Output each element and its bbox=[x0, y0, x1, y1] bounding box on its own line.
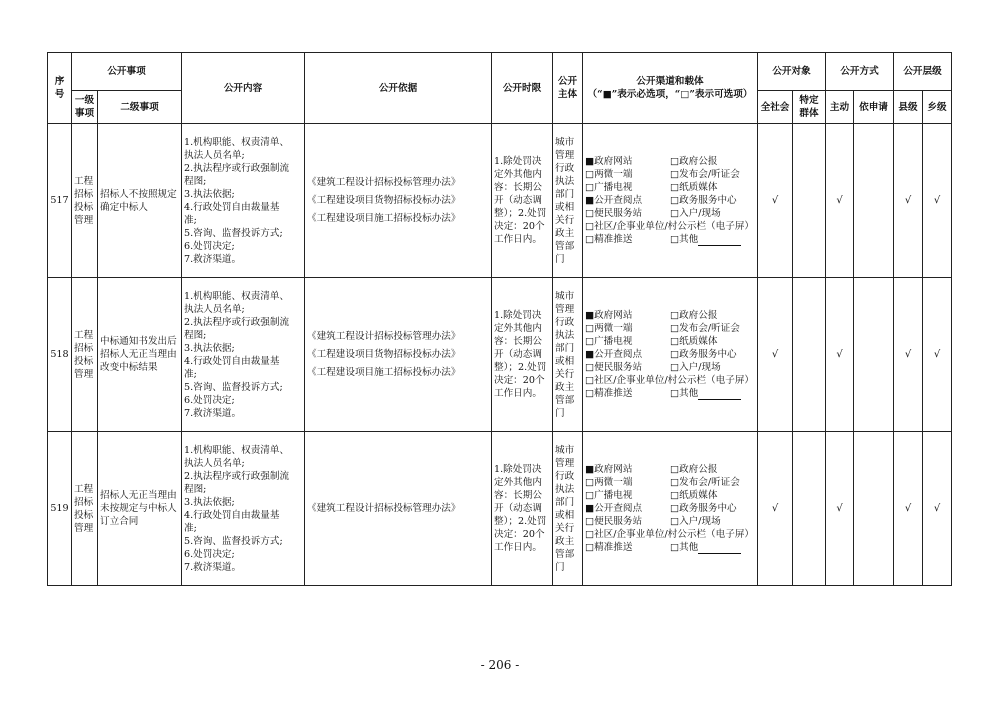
disclosure-content-line: 5.咨询、监督投诉方式; bbox=[184, 535, 283, 547]
header-target: 公开对象 bbox=[758, 53, 826, 91]
disclosure-content-line: 准; bbox=[184, 214, 197, 226]
mode-request-mark bbox=[854, 278, 894, 432]
table-row bbox=[48, 124, 952, 278]
other-blank-line bbox=[698, 389, 741, 400]
disclosure-channels bbox=[583, 432, 758, 586]
disclosure-content-line: 6.处罚决定; bbox=[184, 394, 235, 406]
channel-option: □社区/企事业单位/村公示栏（电子屏） bbox=[585, 221, 755, 232]
disclosure-content-line: 3.执法依据; bbox=[184, 342, 235, 354]
channel-option: ■政府网站 bbox=[585, 310, 633, 321]
channel-option: □广播电视 bbox=[585, 182, 633, 193]
row-number: 518 bbox=[48, 278, 72, 432]
disclosure-basis-line: 《建筑工程设计招标投标管理办法》 bbox=[307, 177, 461, 188]
target-group-mark bbox=[793, 432, 826, 586]
header-level-town: 乡级 bbox=[923, 91, 952, 124]
disclosure-content-line: 7.救济渠道。 bbox=[184, 253, 242, 265]
target-group-mark bbox=[793, 124, 826, 278]
header-channel-note: （“■”表示必选项，“□”表示可选项） bbox=[587, 89, 753, 100]
channel-option: □其他 bbox=[670, 233, 755, 246]
header-content: 公开内容 bbox=[182, 53, 305, 124]
disclosure-content-line: 程图; bbox=[184, 329, 207, 341]
disclosure-basis bbox=[305, 278, 492, 432]
disclosure-basis-line: 《工程建设项目施工招标投标办法》 bbox=[307, 213, 461, 224]
channel-option: □社区/企事业单位/村公示栏（电子屏） bbox=[585, 375, 755, 386]
disclosure-content-line: 准; bbox=[184, 368, 197, 380]
channel-option: □纸质媒体 bbox=[670, 182, 718, 193]
level1-matter: 工程招标投标管理 bbox=[72, 278, 98, 432]
channel-option: □便民服务站 bbox=[585, 208, 643, 219]
channel-option: □精准推送 bbox=[585, 542, 633, 553]
channel-option: □精准推送 bbox=[585, 388, 633, 399]
header-channel-title: 公开渠道和载体 bbox=[636, 76, 704, 87]
table-row bbox=[48, 278, 952, 432]
channel-option: □两微一端 bbox=[585, 477, 633, 488]
header-target-all: 全社会 bbox=[758, 91, 793, 124]
channel-option: □发布会/听证会 bbox=[670, 169, 740, 180]
channel-option: □其他 bbox=[670, 541, 755, 554]
header-target-group: 特定群体 bbox=[793, 91, 826, 124]
header-level-county: 县级 bbox=[894, 91, 923, 124]
level1-matter: 工程招标投标管理 bbox=[72, 124, 98, 278]
disclosure-content-line: 5.咨询、监督投诉方式; bbox=[184, 381, 283, 393]
disclosure-basis-line: 《建筑工程设计招标投标管理办法》 bbox=[307, 503, 461, 514]
level2-matter: 招标人不按照规定确定中标人 bbox=[98, 124, 182, 278]
target-all-mark: √ bbox=[758, 278, 793, 432]
disclosure-basis bbox=[305, 432, 492, 586]
disclosure-content-line: 6.处罚决定; bbox=[184, 548, 235, 560]
header-level1: 一级事项 bbox=[72, 91, 98, 124]
channel-option: □入户/现场 bbox=[670, 516, 721, 527]
page-number: - 206 - bbox=[480, 658, 520, 672]
disclosure-time: 1.除处罚决定外其他内容：长期公开（动态调整）；2.处罚决定：20个工作日内。 bbox=[492, 278, 553, 432]
disclosure-time: 1.除处罚决定外其他内容：长期公开（动态调整）；2.处罚决定：20个工作日内。 bbox=[492, 432, 553, 586]
level-town-mark: √ bbox=[923, 124, 952, 278]
channel-option: □发布会/听证会 bbox=[670, 323, 740, 334]
disclosure-content-line: 4.行政处罚自由裁量基 bbox=[184, 201, 280, 213]
disclosure-content-line: 1.机构职能、权责清单、 bbox=[184, 136, 290, 148]
channel-option: □广播电视 bbox=[585, 490, 633, 501]
disclosure-subject: 城市管理行政执法部门或相关行政主管部门 bbox=[553, 432, 583, 586]
disclosure-content-line: 1.机构职能、权责清单、 bbox=[184, 444, 290, 456]
channel-option: □便民服务站 bbox=[585, 516, 643, 527]
channel-option: ■公开查阅点 bbox=[585, 349, 643, 360]
disclosure-content-line: 执法人员名单; bbox=[184, 149, 245, 161]
disclosure-content-line: 7.救济渠道。 bbox=[184, 407, 242, 419]
disclosure-content-line: 5.咨询、监督投诉方式; bbox=[184, 227, 283, 239]
header-mode-request: 依申请 bbox=[854, 91, 894, 124]
channel-option: ■政府网站 bbox=[585, 464, 633, 475]
disclosure-basis-line: 《工程建设项目货物招标投标办法》 bbox=[307, 349, 461, 360]
channel-option: ■政府网站 bbox=[585, 156, 633, 167]
disclosure-content-line: 执法人员名单; bbox=[184, 457, 245, 469]
disclosure-content-line: 4.行政处罚自由裁量基 bbox=[184, 509, 280, 521]
level-county-mark: √ bbox=[894, 278, 923, 432]
channel-option: □政务服务中心 bbox=[670, 503, 737, 514]
level-town-mark: √ bbox=[923, 432, 952, 586]
row-number: 519 bbox=[48, 432, 72, 586]
disclosure-basis-line: 《工程建设项目货物招标投标办法》 bbox=[307, 195, 461, 206]
other-blank-line bbox=[698, 235, 741, 246]
header-channel bbox=[583, 53, 758, 124]
header-subject: 公开主体 bbox=[553, 53, 583, 124]
channel-option: □两微一端 bbox=[585, 323, 633, 334]
level2-matter: 招标人无正当理由未按规定与中标人订立合同 bbox=[98, 432, 182, 586]
disclosure-basis-line: 《工程建设项目施工招标投标办法》 bbox=[307, 367, 461, 378]
other-blank-line bbox=[698, 543, 741, 554]
disclosure-content-line: 3.执法依据; bbox=[184, 188, 235, 200]
disclosure-content-line: 6.处罚决定; bbox=[184, 240, 235, 252]
disclosure-content bbox=[182, 432, 305, 586]
disclosure-content-line: 7.救济渠道。 bbox=[184, 561, 242, 573]
channel-option: □政府公报 bbox=[670, 156, 718, 167]
mode-active-mark: √ bbox=[826, 432, 854, 586]
disclosure-content-line: 执法人员名单; bbox=[184, 303, 245, 315]
disclosure-content-line: 3.执法依据; bbox=[184, 496, 235, 508]
channel-option: □政府公报 bbox=[670, 310, 718, 321]
channel-option: □政务服务中心 bbox=[670, 195, 737, 206]
header-level: 公开层级 bbox=[894, 53, 952, 91]
disclosure-subject: 城市管理行政执法部门或相关行政主管部门 bbox=[553, 124, 583, 278]
header-matter: 公开事项 bbox=[72, 53, 182, 91]
channel-options bbox=[585, 463, 755, 554]
disclosure-content bbox=[182, 278, 305, 432]
disclosure-table bbox=[47, 52, 952, 586]
table-row bbox=[48, 432, 952, 586]
channel-option: □纸质媒体 bbox=[670, 336, 718, 347]
disclosure-basis bbox=[305, 124, 492, 278]
disclosure-basis-line: 《建筑工程设计招标投标管理办法》 bbox=[307, 331, 461, 342]
channel-option: □社区/企事业单位/村公示栏（电子屏） bbox=[585, 529, 755, 540]
channel-option: ■公开查阅点 bbox=[585, 503, 643, 514]
mode-request-mark bbox=[854, 124, 894, 278]
mode-active-mark: √ bbox=[826, 278, 854, 432]
channel-option: □发布会/听证会 bbox=[670, 477, 740, 488]
level-county-mark: √ bbox=[894, 124, 923, 278]
channel-option: □政务服务中心 bbox=[670, 349, 737, 360]
channel-option: □政府公报 bbox=[670, 464, 718, 475]
level-town-mark: √ bbox=[923, 278, 952, 432]
target-all-mark: √ bbox=[758, 124, 793, 278]
channel-option: □入户/现场 bbox=[670, 362, 721, 373]
channel-option: □广播电视 bbox=[585, 336, 633, 347]
header-time: 公开时限 bbox=[492, 53, 553, 124]
disclosure-content-line: 程图; bbox=[184, 483, 207, 495]
header-level2: 二级事项 bbox=[98, 91, 182, 124]
level2-matter: 中标通知书发出后招标人无正当理由改变中标结果 bbox=[98, 278, 182, 432]
header-basis: 公开依据 bbox=[305, 53, 492, 124]
target-group-mark bbox=[793, 278, 826, 432]
disclosure-content-line: 2.执法程序或行政强制流 bbox=[184, 162, 290, 174]
disclosure-channels bbox=[583, 278, 758, 432]
disclosure-content-line: 程图; bbox=[184, 175, 207, 187]
channel-option: □其他 bbox=[670, 387, 755, 400]
row-number: 517 bbox=[48, 124, 72, 278]
disclosure-content bbox=[182, 124, 305, 278]
header-mode-active: 主动 bbox=[826, 91, 854, 124]
mode-request-mark bbox=[854, 432, 894, 586]
target-all-mark: √ bbox=[758, 432, 793, 586]
channel-option: □两微一端 bbox=[585, 169, 633, 180]
channel-option: ■公开查阅点 bbox=[585, 195, 643, 206]
disclosure-channels bbox=[583, 124, 758, 278]
header-seq: 序号 bbox=[48, 53, 72, 124]
disclosure-subject: 城市管理行政执法部门或相关行政主管部门 bbox=[553, 278, 583, 432]
disclosure-content-line: 1.机构职能、权责清单、 bbox=[184, 290, 290, 302]
channel-option: □便民服务站 bbox=[585, 362, 643, 373]
mode-active-mark: √ bbox=[826, 124, 854, 278]
disclosure-content-line: 2.执法程序或行政强制流 bbox=[184, 316, 290, 328]
disclosure-time: 1.除处罚决定外其他内容：长期公开（动态调整）；2.处罚决定：20个工作日内。 bbox=[492, 124, 553, 278]
level-county-mark: √ bbox=[894, 432, 923, 586]
disclosure-content-line: 2.执法程序或行政强制流 bbox=[184, 470, 290, 482]
channel-option: □入户/现场 bbox=[670, 208, 721, 219]
header-mode: 公开方式 bbox=[826, 53, 894, 91]
channel-option: □精准推送 bbox=[585, 234, 633, 245]
channel-options bbox=[585, 155, 755, 246]
channel-options bbox=[585, 309, 755, 400]
channel-option: □纸质媒体 bbox=[670, 490, 718, 501]
disclosure-content-line: 准; bbox=[184, 522, 197, 534]
disclosure-content-line: 4.行政处罚自由裁量基 bbox=[184, 355, 280, 367]
level1-matter: 工程招标投标管理 bbox=[72, 432, 98, 586]
